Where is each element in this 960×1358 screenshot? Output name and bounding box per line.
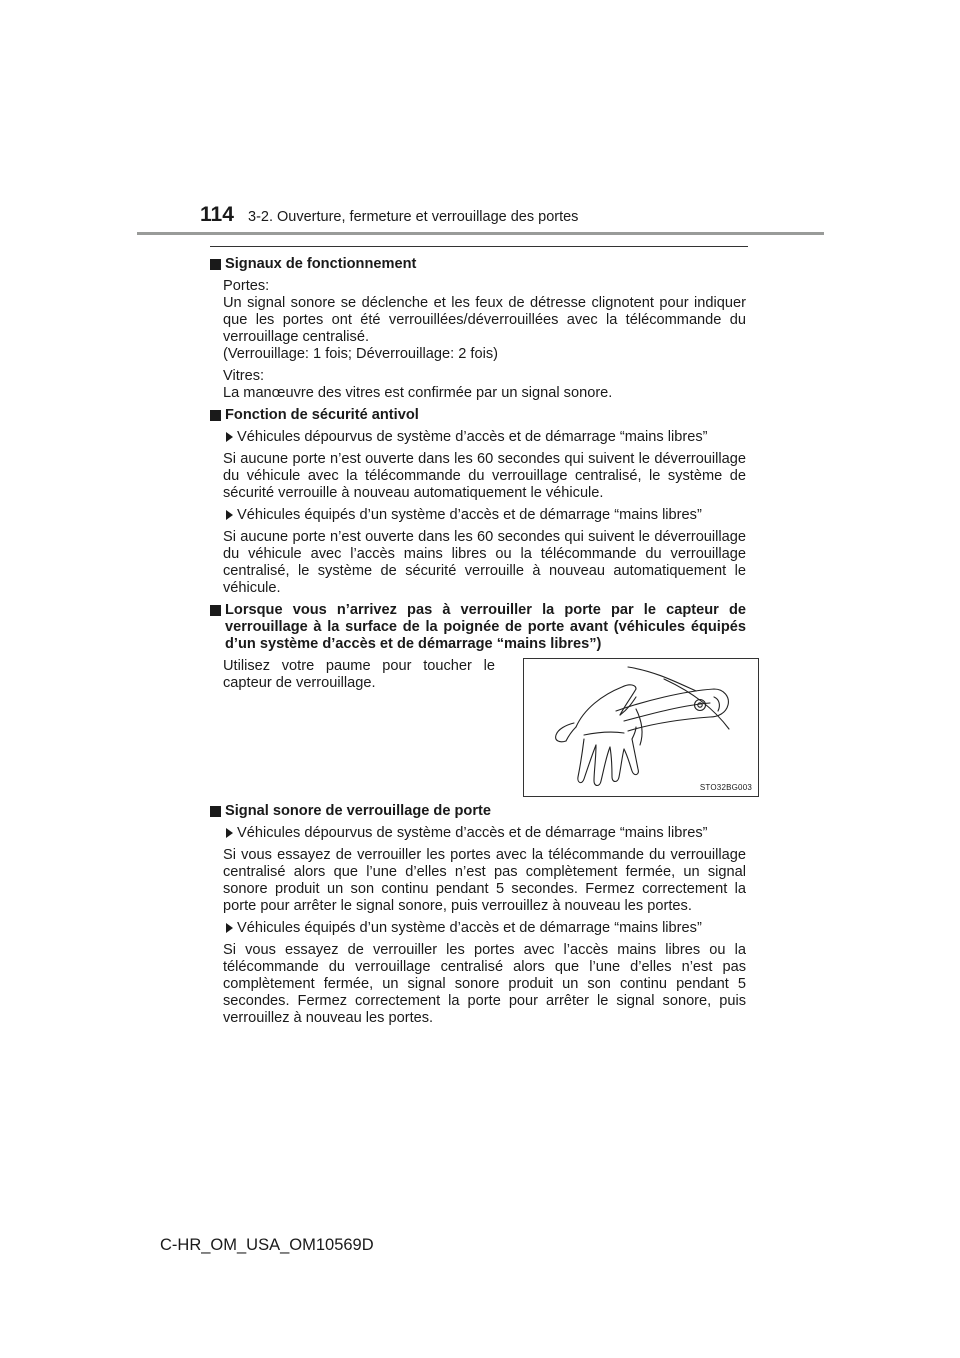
paragraph-use-palm: Utilisez votre paume pour toucher le capteur de verrouillage. [223,658,495,691]
page-content [210,256,752,1030]
paragraph-antitheft-without: Si aucune porte n’est ouverte dans les 60 secondes qui suivent le déverrouillage du véhicule avec la télécommande du verrouillage centralisé, le système de sécurité verrouille à nouveau automatiquement le véhicule. [223,451,746,501]
square-bullet-icon [210,259,221,270]
subheading-with-smart-key: Véhicules équipés d’un système d’accès et de démarrage “mains libres” [223,507,746,524]
page-number: 114 [200,203,234,226]
square-bullet-icon [210,410,221,421]
figure-row [210,658,752,797]
hand-on-door-handle-illustration [523,658,759,797]
section-heading-operation-signals: Signaux de fonctionnement [210,256,746,273]
section-heading-lock-sensor: Lorsque vous n’arrivez pas à verrouiller la porte par le capteur de verrouillage à la surface de la poignée de porte avant (véhicules équipés d’un système d’accès et de démarrage “mains libres”) [210,602,746,653]
square-bullet-icon [210,605,221,616]
hand-door-handle-drawing [524,659,758,796]
header-rule [137,232,824,235]
paragraph-buzzer-with: Si vous essayez de verrouiller les portes avec l’accès mains libres ou la télécommande du verrouillage centralisé alors que l’une d’elles n’est pas complètement fermée, un signal sonore produit un son continu pendant 5 secondes. Fermez correctement la porte pour arrêter le signal sonore, puis verrouillez à nouveau les portes. [223,942,746,1026]
section-heading-antitheft: Fonction de sécurité antivol [210,407,746,424]
subheading-without-smart-key: Véhicules dépourvus de système d’accès et de démarrage “mains libres” [223,429,746,446]
square-bullet-icon [210,806,221,817]
footer-document-code: C-HR_OM_USA_OM10569D [160,1236,374,1254]
triangle-bullet-icon [226,432,233,442]
section-heading-door-lock-buzzer: Signal sonore de verrouillage de porte [210,803,746,820]
paragraph-buzzer-without: Si vous essayez de verrouiller les portes avec la télécommande du verrouillage centralisé alors que l’une d’elles n’est pas complètement fermée, un signal sonore produit un son continu pendant 5 secondes. Fermez correctement la porte pour arrêter le signal sonore, puis verrouillez à nouveau les portes. [223,847,746,914]
triangle-bullet-icon [226,510,233,520]
header-section-title: 3-2. Ouverture, fermeture et verrouillage des portes [248,209,579,225]
section-rule [210,246,748,247]
subheading-with-smart-key: Véhicules équipés d’un système d’accès et de démarrage “mains libres” [223,920,746,937]
paragraph-doors: Portes: Un signal sonore se déclenche et les feux de détresse clignotent pour indiquer que les portes ont été verrouillées/déverrouillées avec la télécommande du verrouillage centralisé. (Verrouillage: 1 fois; Déverrouillage: 2 fois) [223,278,746,362]
triangle-bullet-icon [226,828,233,838]
subheading-without-smart-key: Véhicules dépourvus de système d’accès et de démarrage “mains libres” [223,825,746,842]
paragraph-antitheft-with: Si aucune porte n’est ouverte dans les 60 secondes qui suivent le déverrouillage du véhicule avec l’accès mains libres ou la télécommande du verrouillage centralisé, le système de sécurité verrouille à nouveau automatiquement le véhicule. [223,529,746,596]
paragraph-windows: Vitres: La manœuvre des vitres est confirmée par un signal sonore. [223,368,613,401]
figure-code: STO32BG003 [699,783,752,792]
triangle-bullet-icon [226,923,233,933]
